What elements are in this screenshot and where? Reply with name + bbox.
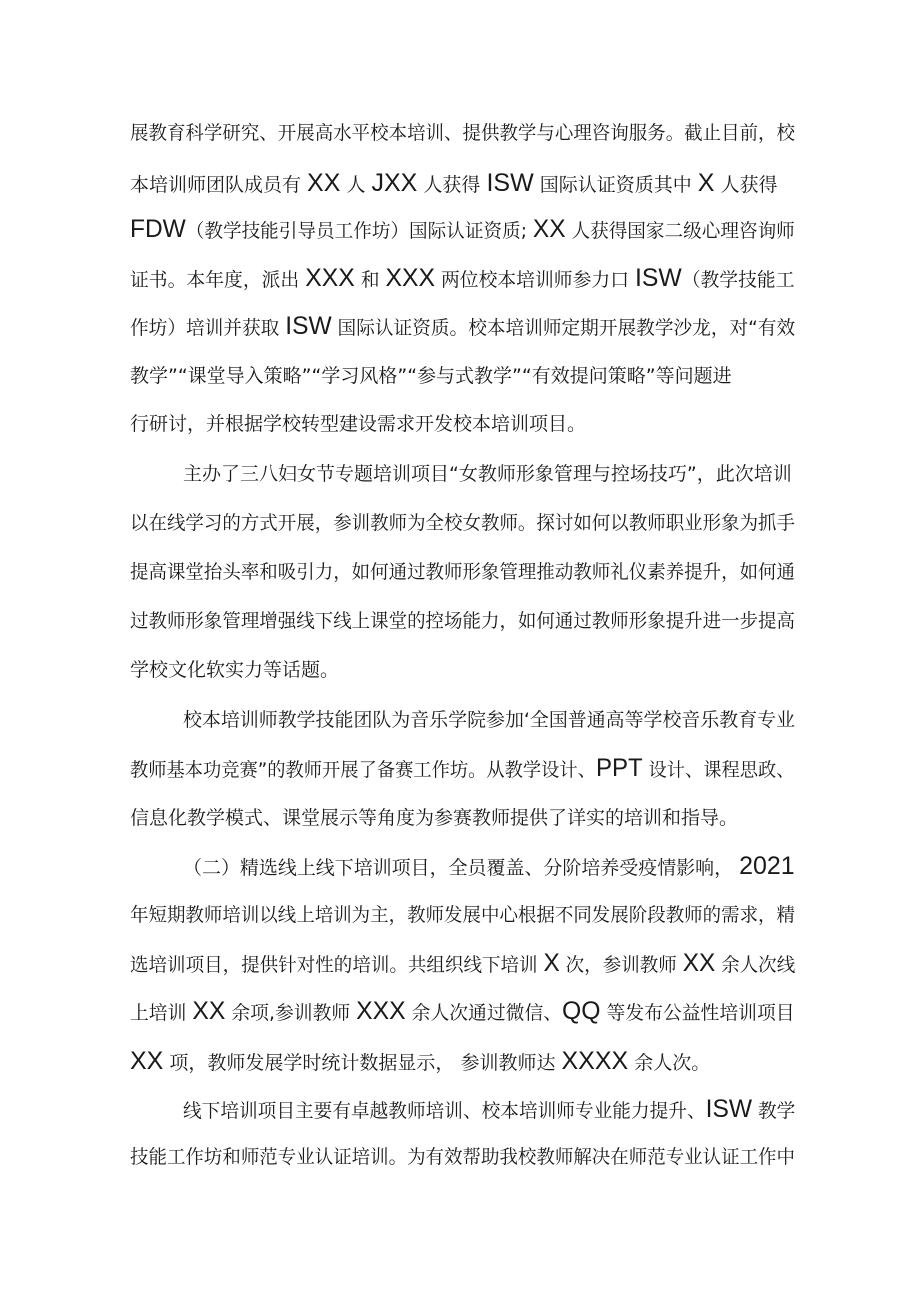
text-line: 展教育科学研究、开展高水平校本培训、提供教学与心理咨询服务。截止目前，校 <box>130 122 796 144</box>
text-line: 教学”“课堂导入策略”“学习风格”“参与式教学”“有效提问策略”等问题进 <box>130 365 732 387</box>
text-line: 以在线学习的方式开展，参训教师为全校女教师。探讨如何以教师职业形象为抓手 <box>130 512 796 534</box>
text-line: 证书。本年度，派出 XXX 和 XXX 两位校本培训师参力口 ISW（教学技能工 <box>130 264 795 292</box>
text-line: 年短期教师培训以线上培训为主，教师发展中心根据不同发展阶段教师的需求，精 <box>130 904 796 926</box>
text-line: 本培训师团队成员有 XX 人 JXX 人获得 ISW 国际认证资质其中 X 人获得 <box>130 169 778 197</box>
text-line: XX 项，教师发展学时统计数据显示， 参训教师达 XXXX 余人次。 <box>130 1047 711 1075</box>
text-line: 选培训项目，提供针对性的培训。共组织线下培训 X 次，参训教师 XX 余人次线 <box>130 949 796 977</box>
text-line: 信息化教学模式、课堂展示等角度为参赛教师提供了详实的培训和指导。 <box>130 807 739 829</box>
text-line: 上培训 XX 余项,参训教师 XXX 余人次通过微信、QQ 等发布公益性培训项目 <box>130 997 795 1025</box>
text-line: 提高课堂抬头率和吸引力，如何通过教师形象管理推动教师礼仪素养提升，如何通 <box>130 561 796 583</box>
text-line: 技能工作坊和师范专业认证培训。为有效帮助我校教师解决在师范专业认证工作中 <box>130 1146 796 1168</box>
text-line: 教师基本功竞赛”的教师开展了备赛工作坊。从教学设计、PPT 设计、课程思政、 <box>130 754 795 782</box>
text-line: 线下培训项目主要有卓越教师培训、校本培训师专业能力提升、ISW 教学 <box>183 1095 796 1123</box>
text-line: 主办了三八妇女节专题培训项目“女教师形象管理与控场技巧”，此次培训 <box>183 463 792 485</box>
text-line: 过教师形象管理增强线下线上课堂的控场能力，如何通过教师形象提升进一步提高 <box>130 610 796 632</box>
text-line: 作坊）培训并获取 ISW 国际认证资质。校本培训师定期开展教学沙龙，对“有效 <box>130 312 796 340</box>
text-line: （二）精选线上线下培训项目，全员覆盖、分阶培养受疫情影响， 2021 <box>183 852 795 880</box>
text-line: 学校文化软实力等话题。 <box>130 659 340 681</box>
text-line: FDW（教学技能引导员工作坊）国际认证资质; XX 人获得国家二级心理咨询师 <box>130 215 795 243</box>
text-line: 行研讨，并根据学校转型建设需求开发校本培训项目。 <box>130 413 587 435</box>
text-line: 校本培训师教学技能团队为音乐学院参加‘全国普通高等学校音乐教育专业 <box>183 709 796 731</box>
